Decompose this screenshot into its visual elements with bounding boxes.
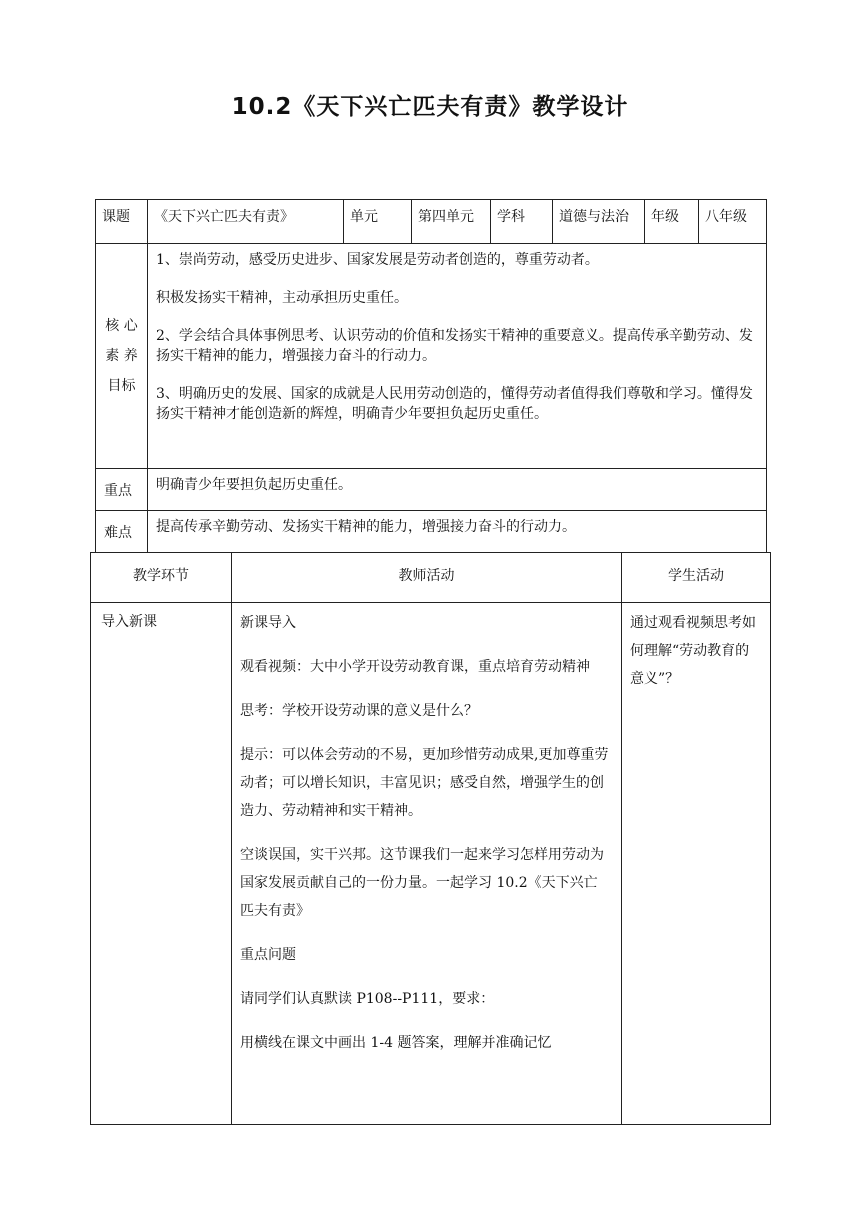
- goals-label-line: 目标: [107, 378, 136, 394]
- stage-cell: 导入新课: [91, 603, 232, 1125]
- difficulty-text: 提高传承辛勤劳动、发扬实干精神的能力，增强接力奋斗的行动力。: [148, 511, 767, 553]
- topic-label: 课题: [96, 200, 148, 244]
- teacher-activity-item: 观看视频：大中小学开设劳动教育课，重点培育劳动精神: [240, 659, 590, 675]
- student-activity-cell: 通过观看视频思考如何理解“劳动教育的意义”？: [622, 603, 771, 1125]
- teacher-activity-item: 重点问题: [240, 947, 296, 963]
- key-point-label: 重点: [96, 469, 148, 511]
- goals-label: [96, 244, 148, 469]
- teacher-activity-item: 提示：可以体会劳动的不易，更加珍惜劳动成果,更加尊重劳动者；可以增长知识，丰富见识；感受自然，增强学生的创造力、劳动精神和实干精神。: [240, 747, 609, 819]
- goals-label-line: 素 养: [105, 348, 138, 364]
- subject-value: 道德与法治: [553, 200, 645, 244]
- unit-label: 单元: [344, 200, 412, 244]
- subject-label: 学科: [491, 200, 553, 244]
- teacher-activity-item: 用横线在课文中画出 1-4 题答案，理解并准确记忆: [240, 1035, 552, 1051]
- difficulty-label: 难点: [96, 511, 148, 553]
- goal-item: 3、明确历史的发展、国家的成就是人民用劳动创造的，懂得劳动者值得我们尊敬和学习。懂得发扬实干精神才能创造新的辉煌，明确青少年要担负起历史重任。: [156, 386, 753, 422]
- teacher-activity-item: 思考：学校开设劳动课的意义是什么？: [240, 703, 478, 719]
- topic-value: 《天下兴亡匹夫有责》: [148, 200, 344, 244]
- teaching-process-table: [90, 552, 771, 1125]
- unit-value: 第四单元: [412, 200, 491, 244]
- goals-label-line: 核 心: [105, 318, 138, 334]
- page-title: 10.2《天下兴亡匹夫有责》教学设计: [231, 94, 629, 120]
- goals-content: [148, 244, 767, 469]
- header-teacher: 教师活动: [232, 553, 622, 603]
- teacher-activity-item: 请同学们认真默读 P108--P111，要求：: [240, 991, 495, 1007]
- header-student: 学生活动: [622, 553, 771, 603]
- teacher-activity-cell: [232, 603, 622, 1125]
- teacher-activity-item: 空谈误国，实干兴邦。这节课我们一起来学习怎样用劳动为国家发展贡献自己的一份力量。一起学习 10.2《天下兴亡 匹夫有责》: [240, 847, 604, 919]
- goal-item: 2、学会结合具体事例思考、认识劳动的价值和发扬实干精神的重要意义。提高传承辛勤劳动、发扬实干精神的能力，增强接力奋斗的行动力。: [156, 328, 753, 364]
- course-info-table: [95, 199, 767, 553]
- grade-label: 年级: [645, 200, 699, 244]
- grade-value: 八年级: [699, 200, 767, 244]
- goal-item: 1、崇尚劳动，感受历史进步、国家发展是劳动者创造的，尊重劳动者。: [156, 252, 599, 268]
- key-point-text: 明确青少年要担负起历史重任。: [148, 469, 767, 511]
- teacher-activity-item: 新课导入: [240, 615, 296, 631]
- header-stage: 教学环节: [91, 553, 232, 603]
- goal-item: 积极发扬实干精神，主动承担历史重任。: [156, 290, 408, 306]
